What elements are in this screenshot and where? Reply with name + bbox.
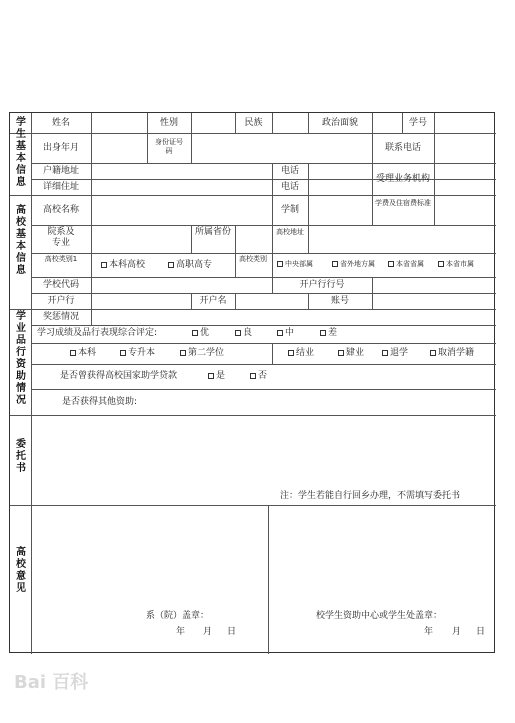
option-type2-4[interactable] (438, 260, 474, 269)
option-grade-2[interactable] (235, 328, 252, 339)
checkbox-icon (192, 330, 198, 336)
section-trust: 委托书 (16, 439, 26, 474)
label-fee: 学费及住宿费标准 (375, 199, 431, 207)
option-status-1[interactable] (288, 348, 314, 359)
dept-date-month: 月 (203, 627, 213, 637)
label-school-name: 高校名称 (42, 205, 79, 215)
checkbox-icon (250, 373, 256, 379)
label-name: 姓名 (51, 118, 70, 128)
section-opinion: 高校意见 (16, 547, 26, 594)
option-label: 差 (328, 328, 338, 338)
option-label: 取消学籍 (438, 348, 475, 358)
checkbox-icon (168, 262, 174, 268)
label-loan-question: 是否曾获得高校国家助学贷款 (60, 371, 178, 381)
option-type2-3[interactable] (388, 260, 424, 269)
checkbox-icon (180, 350, 186, 356)
option-label: 中央部属 (285, 260, 313, 268)
checkbox-icon (208, 373, 214, 379)
option-status-4[interactable] (430, 348, 474, 359)
section-basic-info: 学生基本信息 (16, 117, 26, 188)
option-label: 专升本 (128, 348, 156, 358)
option-label: 本科高校 (109, 260, 146, 270)
label-province: 所属省份 (195, 227, 232, 237)
label-other-aid: 是否获得其他资助: (62, 397, 138, 407)
label-grade: 学习成绩及品行表现综合评定: (37, 328, 158, 338)
label-reward: 奖惩情况 (42, 312, 79, 322)
checkbox-icon (277, 261, 283, 267)
dept-date-year: 年 (176, 627, 186, 637)
option-label: 高职高专 (176, 260, 213, 270)
label-gender: 性别 (159, 118, 178, 128)
option-label: 中 (285, 328, 295, 338)
center-seal-label: 校学生资助中心或学生处盖章： (316, 611, 443, 621)
option-label: 是 (216, 371, 226, 381)
loan-application-form (9, 112, 495, 653)
option-type2-1[interactable] (277, 260, 313, 269)
watermark: Bai 百科 (14, 672, 89, 693)
checkbox-icon (70, 350, 76, 356)
checkbox-icon (288, 350, 294, 356)
label-tel-2: 电话 (280, 182, 299, 192)
checkbox-icon (320, 330, 326, 336)
option-label: 良 (243, 328, 253, 338)
checkbox-icon (332, 261, 338, 267)
option-label: 否 (258, 371, 268, 381)
label-school-code: 学校代码 (42, 280, 79, 290)
option-label: 结业 (296, 348, 315, 358)
option-label: 省外地方属 (340, 260, 375, 268)
option-status-2[interactable] (338, 348, 364, 359)
option-grade-3[interactable] (277, 328, 294, 339)
center-date-month: 月 (452, 627, 462, 637)
option-degree-2[interactable] (120, 348, 155, 359)
checkbox-icon (277, 330, 283, 336)
checkbox-icon (235, 330, 241, 336)
option-label: 优 (200, 328, 210, 338)
checkbox-icon (438, 261, 444, 267)
option-grade-1[interactable] (192, 328, 209, 339)
dept-seal-label: 系（院）盖章： (146, 611, 210, 621)
option-label: 退学 (390, 348, 409, 358)
option-loan-yes[interactable] (208, 371, 225, 382)
label-birth: 出身年月 (42, 143, 79, 153)
option-degree-3[interactable] (180, 348, 224, 359)
label-bank: 开户行 (47, 296, 75, 306)
option-type1-1[interactable] (101, 260, 145, 271)
section-aid-info: 学业品行资助情况 (16, 311, 26, 406)
trust-note: 注：学生若能自行回乡办理，不需填写委托书 (280, 491, 461, 501)
label-dept: 院系及专业 (47, 227, 75, 248)
section-school-info: 高校基本信息 (16, 205, 26, 276)
label-acct-no: 账号 (330, 296, 349, 306)
option-label: 本科 (78, 348, 97, 358)
label-address: 详细住址 (42, 182, 79, 192)
option-type2-2[interactable] (332, 260, 375, 269)
checkbox-icon (388, 261, 394, 267)
option-status-3[interactable] (382, 348, 408, 359)
option-degree-1[interactable] (70, 348, 96, 359)
checkbox-icon (430, 350, 436, 356)
label-ethnic: 民族 (244, 118, 263, 128)
label-acct-name: 开户名 (199, 296, 227, 306)
option-label: 本省省属 (396, 260, 424, 268)
label-bank-no: 开户行行号 (299, 280, 345, 290)
label-system: 学制 (280, 205, 299, 215)
label-school-addr: 高校地址 (276, 228, 304, 236)
label-type1: 高校类别1 (44, 255, 78, 263)
label-hukou: 户籍地址 (42, 166, 79, 176)
option-label: 本省市属 (446, 260, 474, 268)
label-id-card: 身份证号码 (155, 138, 183, 155)
checkbox-icon (101, 262, 107, 268)
dept-date-day: 日 (227, 627, 237, 637)
option-grade-4[interactable] (320, 328, 337, 339)
label-political: 政治面貌 (321, 118, 358, 128)
option-type1-2[interactable] (168, 260, 212, 271)
option-loan-no[interactable] (250, 371, 267, 382)
option-label: 第二学位 (188, 348, 225, 358)
option-label: 肄业 (346, 348, 365, 358)
center-date-year: 年 (424, 627, 434, 637)
checkbox-icon (120, 350, 126, 356)
label-type2: 高校类别 (239, 255, 267, 263)
label-agency: 受理业务机构 (375, 174, 430, 184)
label-phone: 联系电话 (384, 143, 421, 153)
label-student-id: 学号 (408, 118, 427, 128)
checkbox-icon (338, 350, 344, 356)
center-date-day: 日 (476, 627, 486, 637)
checkbox-icon (382, 350, 388, 356)
label-tel-1: 电话 (280, 166, 299, 176)
